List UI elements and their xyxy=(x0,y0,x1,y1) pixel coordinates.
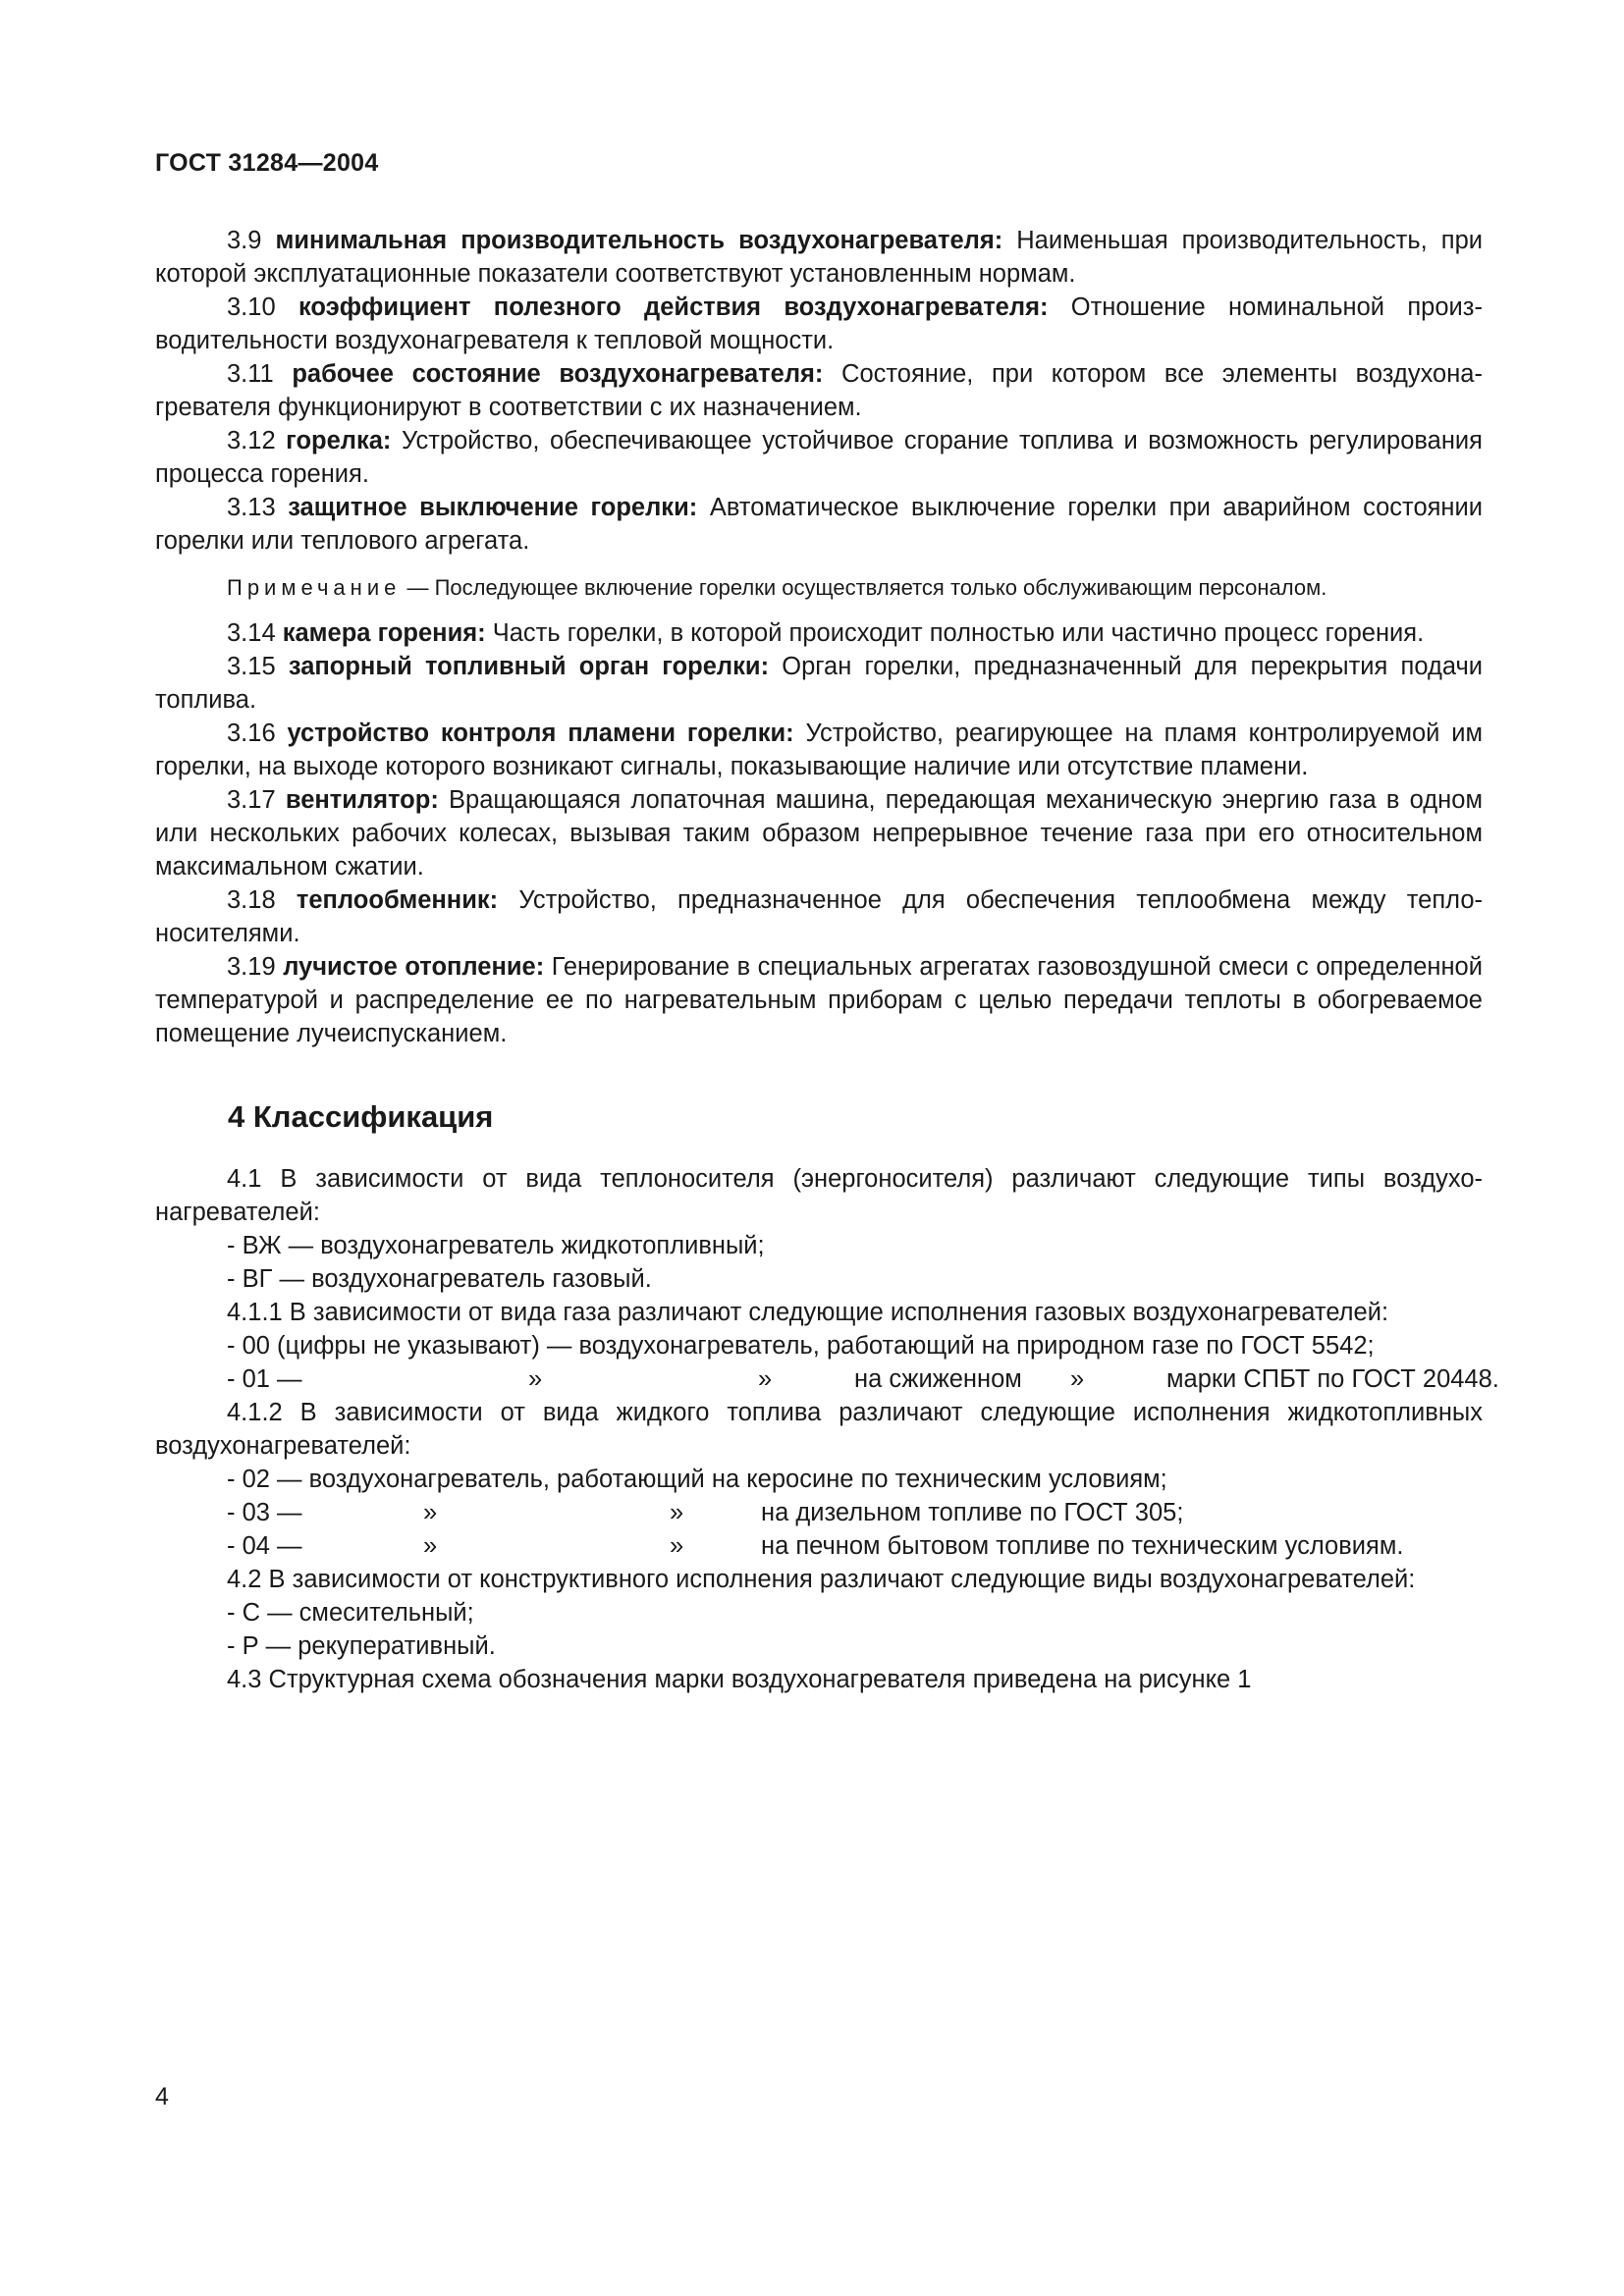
note-text: — Последующее включение горелки осуществляется только обслуживающим персоналом. xyxy=(406,575,1327,600)
note-label: Примечание xyxy=(227,575,402,600)
paragraph-4-3: 4.3 Структурная схема обозначения марки воздухонагревателя приведена на рисунке 1 xyxy=(227,1666,1252,1693)
term-3-18: 3.18 теплообменник: Устройство, предназначенное для обеспечения теплообмена между теплоносителями. xyxy=(155,886,1483,947)
term-3-13: 3.13 защитное выключение горелки: Автоматическое выключение горелки при аварийном состоянии горелки или теплового агрегата. xyxy=(155,494,1484,555)
term-3-12: 3.12 горелка: Устройство, обеспечивающее устойчивое сгорание топлива и возможность регулирования процесса горения. xyxy=(155,427,1483,488)
term-3-19: 3.19 лучистое отопление: Генерирование в специальных агрегатах газовоздушной смеси с определенной температурой и распределение ее по нагревательным приборам с целью передачи теплоты в обогреваемое помещение лучеиспусканием. xyxy=(155,953,1483,1047)
list-item-c: - С — смесительный; xyxy=(227,1599,474,1627)
list-item-liq-02: - 02 — воздухонагреватель, работающий на керосине по техническим условиям; xyxy=(227,1466,1167,1493)
list-item-liq-04: - 04 — » » на печном бытовом топливе по техническим условиям. xyxy=(227,1532,1404,1560)
list-item-vg: - ВГ — воздухонагреватель газовый. xyxy=(227,1265,652,1293)
document-header: ГОСТ 31284—2004 xyxy=(155,149,379,177)
paragraph-4-2: 4.2 В зависимости от конструктивного исполнения различают следующие виды воздухонагревателей: xyxy=(227,1566,1416,1593)
term-3-14: 3.14 камера горения: Часть горелки, в которой происходит полностью или частично процесс горения. xyxy=(227,619,1425,647)
term-3-17: 3.17 вентилятор: Вращающаяся лопаточная машина, передающая механическую энергию газа в одном или нескольких рабочих колесах, вызывая таким образом непрерывное течение газа при его относительном максимальном сжатии. xyxy=(155,786,1483,881)
note xyxy=(155,573,1483,603)
list-item-r: - Р — рекуперативный. xyxy=(227,1632,496,1660)
term-3-10: 3.10 коэффициент полезного действия воздухонагревателя: Отношение номинальной производительности воздухонагревателя к тепловой мощности. xyxy=(155,294,1483,354)
list-item-vzh: - ВЖ — воздухонагреватель жидкотопливный; xyxy=(227,1232,765,1259)
term-3-16: 3.16 устройство контроля пламени горелки: Устройство, реагирующее на пламя контролируемой им горелки, на выходе которого возникают сигналы, показывающие наличие или отсутствие пламени. xyxy=(155,720,1483,780)
term-3-9: 3.9 минимальная производительность воздухонагревателя: Наименьшая производительность, при которой эксплуатационные показатели соответствуют установленным нормам. xyxy=(155,227,1483,288)
section-title: 4 Классификация xyxy=(228,1099,494,1134)
list-item-liq-03: - 03 — » » на дизельном топливе по ГОСТ 305; xyxy=(227,1499,1184,1526)
paragraph-4-1-1: 4.1.1 В зависимости от вида газа различают следующие исполнения газовых воздухонагревателей: xyxy=(227,1299,1389,1326)
paragraph-4-1: 4.1 В зависимости от вида теплоносителя (энергоносителя) различают следующие типы воздухонагревателей: xyxy=(155,1165,1483,1226)
list-item-gas-01: - 01 — » » на сжиженном » марки СПБТ по ГОСТ 20448. xyxy=(227,1365,1499,1393)
paragraph-4-1-2: 4.1.2 В зависимости от вида жидкого топлива различают следующие исполнения жидкотопливных воздухонагревателей: xyxy=(155,1399,1483,1460)
term-3-15: 3.15 запорный топливный орган горелки: Орган горелки, предназначенный для перекрытия подачи топлива. xyxy=(155,653,1483,714)
list-item-gas-00: - 00 (цифры не указывают) — воздухонагреватель, работающий на природном газе по ГОСТ 5542; xyxy=(227,1332,1375,1360)
page-number: 4 xyxy=(155,2083,169,2110)
document-body xyxy=(155,224,1499,1696)
term-3-11: 3.11 рабочее состояние воздухонагревателя: Состояние, при котором все элементы воздухонагревателя функционируют в соответствии с их назначением. xyxy=(155,360,1483,421)
